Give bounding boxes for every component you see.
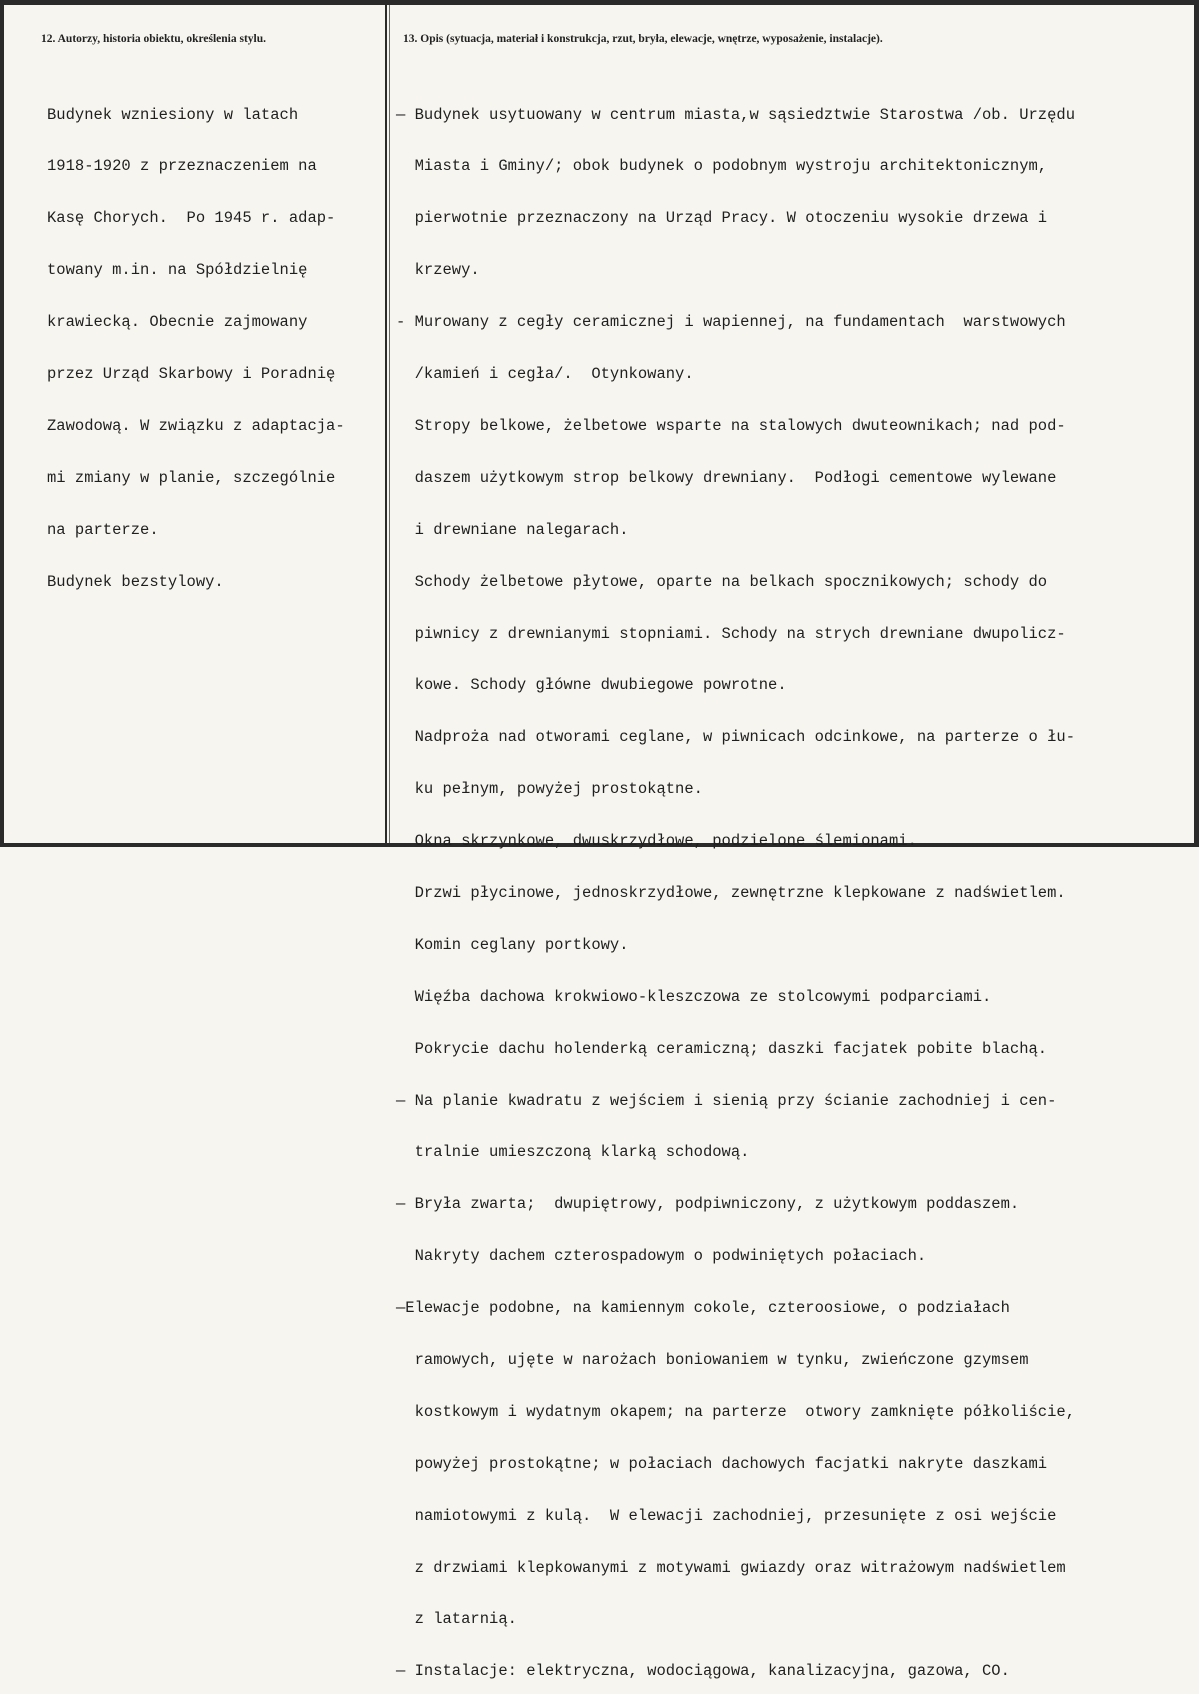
description-line: z drzwiami klepkowanymi z motywami gwiazdy oraz witrażowym nadświetlem (396, 1558, 1066, 1577)
description-line: — Na planie kwadratu z wejściem i sienią przy ścianie zachodniej i cen- (396, 1091, 1057, 1110)
scan-border-left (0, 0, 4, 847)
description-line: kostkowym i wydatnym okapem; na parterze otwory zamknięte półkoliście, (396, 1402, 1076, 1421)
description-line: — Budynek usytuowany w centrum miasta,w sąsiedztwie Starostwa /ob. Urzędu (396, 105, 1076, 124)
description-line: ku pełnym, powyżej prostokątne. (396, 780, 703, 799)
description-text (396, 72, 1075, 1694)
history-line: mi zmiany w planie, szczególnie (47, 468, 336, 487)
description-line: Nadproża nad otworami ceglane, w piwnicach odcinkowe, na parterze o łu- (396, 728, 1076, 747)
description-line: Okna skrzynkowe, dwuskrzydłowe, podzielone ślemionami. (396, 832, 917, 851)
description-line: tralnie umieszczoną klarką schodową. (396, 1143, 750, 1162)
history-line: 1918-1920 z przeznaczeniem na (47, 157, 317, 176)
description-line: powyżej prostokątne; w połaciach dachowych facjatki nakryte daszkami (396, 1454, 1048, 1473)
description-line: Drzwi płycinowe, jednoskrzydłowe, zewnętrzne klepkowane z nadświetlem. (396, 883, 1066, 902)
description-line: pierwotnie przeznaczony na Urząd Pracy. W otoczeniu wysokie drzewa i (396, 209, 1048, 228)
description-line: Schody żelbetowe płytowe, oparte na belkach spocznikowych; schody do (396, 572, 1048, 591)
history-line: na parterze. (47, 520, 159, 539)
section-13-header: 13. Opis (sytuacja, materiał i konstrukcja, rzut, bryła, elewacje, wnętrze, wyposażenie, instalacje). (403, 33, 883, 45)
description-line: — Bryła zwarta; dwupiętrowy, podpiwniczony, z użytkowym poddaszem. (396, 1195, 1020, 1214)
history-line: Budynek bezstylowy. (47, 572, 224, 591)
description-line: Więźba dachowa krokwiowo-kleszczowa ze stolcowymi podparciami. (396, 987, 992, 1006)
history-line: Zawodową. W związku z adaptacja- (47, 416, 345, 435)
description-line: namiotowymi z kulą. W elewacji zachodniej, przesunięte z osi wejście (396, 1506, 1057, 1525)
history-text (47, 72, 345, 626)
description-line: —Elewacje podobne, na kamiennym cokole, czteroosiowe, o podziałach (396, 1299, 1010, 1318)
description-line: ramowych, ujęte w narożach boniowaniem w tynku, zwieńczone gzymsem (396, 1350, 1029, 1369)
description-line: i drewniane nalegarach. (396, 520, 629, 539)
history-line: przez Urząd Skarbowy i Poradnię (47, 365, 336, 384)
column-divider-inner (389, 5, 390, 843)
description-line: Pokrycie dachu holenderką ceramiczną; daszki facjatek pobite blachą. (396, 1039, 1048, 1058)
section-12-header: 12. Autorzy, historia obiektu, określenia stylu. (41, 33, 267, 45)
description-line: Stropy belkowe, żelbetowe wsparte na stalowych dwuteownikach; nad pod- (396, 416, 1066, 435)
description-line: kowe. Schody główne dwubiegowe powrotne. (396, 676, 787, 695)
history-line: Budynek wzniesiony w latach (47, 105, 299, 124)
description-line: Miasta i Gminy/; obok budynek o podobnym wystroju architektonicznym, (396, 157, 1048, 176)
history-line: krawiecką. Obecnie zajmowany (47, 313, 308, 332)
description-line: Nakryty dachem czterospadowym o podwiniętych połaciach. (396, 1247, 927, 1266)
description-line: krzewy. (396, 261, 480, 280)
description-line: /kamień i cegła/. Otynkowany. (396, 365, 694, 384)
description-line: daszem użytkowym strop belkowy drewniany. Podłogi cementowe wylewane (396, 468, 1057, 487)
description-line: — Instalacje: elektryczna, wodociągowa, kanalizacyjna, gazowa, CO. (396, 1662, 1010, 1681)
description-line: - Murowany z cegły ceramicznej i wapiennej, na fundamentach warstwowych (396, 313, 1066, 332)
history-line: towany m.in. na Spółdzielnię (47, 261, 308, 280)
description-line: piwnicy z drewnianymi stopniami. Schody na strych drewniane dwupolicz- (396, 624, 1066, 643)
description-line: Komin ceglany portkowy. (396, 935, 629, 954)
column-divider (385, 5, 387, 843)
scan-border-top (0, 0, 1199, 5)
history-line: Kasę Chorych. Po 1945 r. adap- (47, 209, 336, 228)
description-line: z latarnią. (396, 1610, 517, 1629)
scan-border-right (1194, 0, 1199, 847)
